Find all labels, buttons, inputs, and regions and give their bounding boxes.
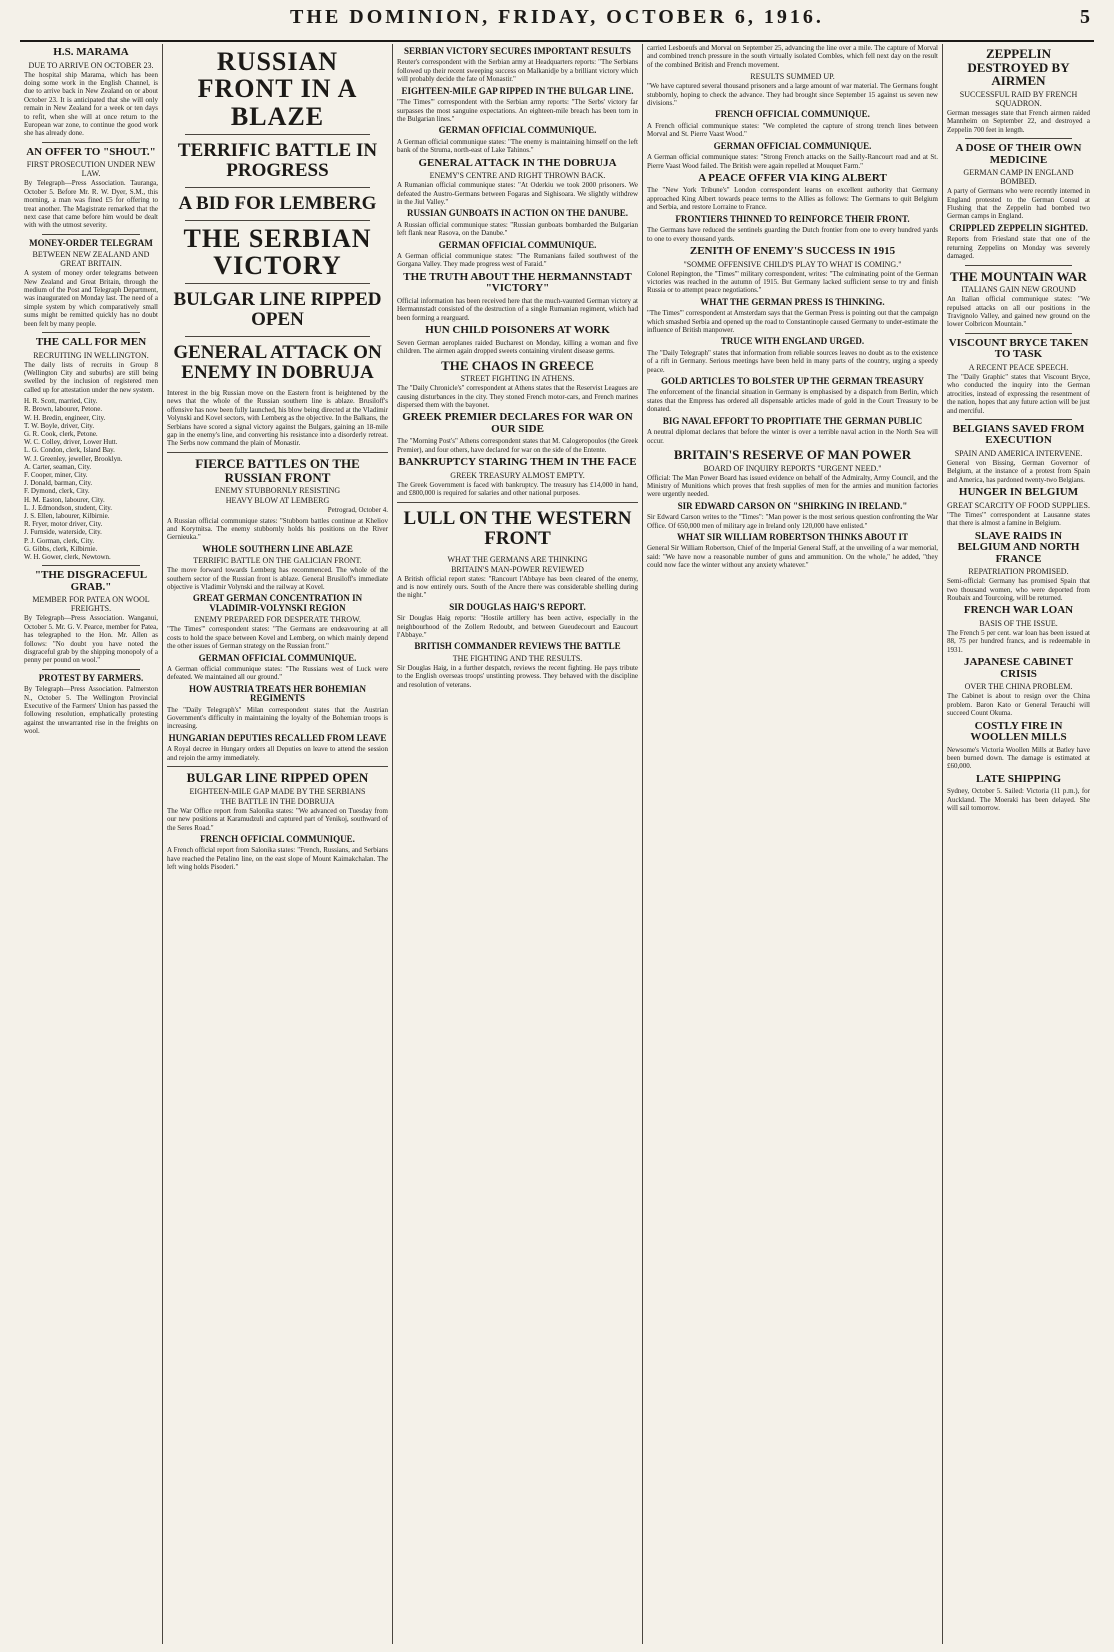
divider	[397, 502, 638, 503]
article-text: "We have captured several thousand prisoners and a large amount of war material. The Germans fought stubbornly, hoping to check the advance. They had brought since September 15 against us seven new divisions."	[647, 82, 938, 108]
subheadline: WHAT THE GERMANS ARE THINKING	[447, 554, 588, 564]
divider	[42, 142, 140, 143]
list-item: L. J. Edmondson, student, City.	[24, 503, 113, 512]
article-text: Semi-official: Germany has promised Spain that two thousand women, who were deported from Roubaix and Tourcoing, will be returned.	[947, 577, 1090, 603]
headline: BANKRUPTCY STARING THEM IN THE FACE	[398, 456, 637, 469]
masthead	[20, 0, 1094, 42]
headline: A DOSE OF THEIR OWN MEDICINE	[955, 142, 1082, 166]
headline: VISCOUNT BRYCE TAKEN TO TASK	[948, 336, 1089, 361]
list-item: H. M. Easton, labourer, City.	[24, 495, 105, 504]
headline: BELGIANS SAVED FROM EXECUTION	[952, 422, 1085, 447]
headline: WHOLE SOUTHERN LINE ABLAZE	[202, 543, 353, 554]
divider	[965, 333, 1072, 334]
headline: FRENCH WAR LOAN	[963, 604, 1074, 617]
divider	[965, 138, 1072, 139]
divider	[185, 283, 370, 284]
subheadline: GREAT SCARCITY OF FOOD SUPPLIES.	[947, 500, 1090, 510]
headline: TERRIFIC BATTLE IN PROGRESS	[177, 139, 378, 181]
article-text: Newsome's Victoria Woollen Mills at Batley have been burned down. The damage is estimated at £60,000.	[947, 745, 1090, 771]
column-2	[162, 44, 392, 1644]
headline: WHAT THE GERMAN PRESS IS THINKING.	[700, 296, 885, 307]
article-text: Sir Douglas Haig reports: "Hostile artillery has been active, especially in the neighbourhood of the Zollern Redoubt, and between Gueudecourt and Eaucourt l'Abbaye."	[397, 614, 638, 639]
article-text: A Russian official communique states: "Stubborn battles continue at Kheliov and Korytnitsa. The enemy stubbornly holds his positions on the River Gernieuka."	[167, 516, 388, 542]
article-text: An Italian official communique states: "We repulsed attacks on all our positions in the Travignolo Valley, and gained new ground on the lower Colbricon Mountain."	[947, 295, 1090, 329]
list-item: L. G. Condon, clerk, Island Bay.	[24, 446, 115, 455]
list-item: T. W. Boyle, driver, City.	[24, 421, 95, 430]
list-item: F. Dymond, clerk, City.	[24, 487, 90, 496]
headline: HUN CHILD POISONERS AT WORK	[425, 324, 610, 337]
article-text: The "Daily Telegraph's" Milan correspondent states that the Austrian Government's difficulty in maintaining the loyalty of the Bohemian troops is increasing.	[167, 705, 388, 731]
subheadline: STREET FIGHTING IN ATHENS.	[460, 374, 575, 384]
divider	[42, 332, 140, 333]
article-text: A Rumanian official communique states: "At Oderkiu we took 2000 prisoners. We defeated the Austro-Germans between Fogaras and Sighisoara. We slightly withdrew in the Jiul Valley."	[397, 181, 638, 206]
list-item: G. R. Cook, clerk, Petone.	[24, 430, 98, 439]
divider	[965, 265, 1072, 266]
subheadline: RESULTS SUMMED UP.	[750, 72, 835, 82]
article-text: Sydney, October 5. Sailed: Victoria (11 p.m.), for Auckland. The Moeraki has been delayed. She will sail tomorrow.	[947, 787, 1090, 813]
article-text: The hospital ship Marama, which has been doing some work in the English Channel, is due to arrive back in New Zealand on or about October 23. It is anticipated that she will only remain in New Zealand for a week or ten days to refit, when she will at once return to the European war zone, to continue the good work she has already done.	[24, 70, 158, 138]
headline: FIERCE BATTLES ON THE RUSSIAN FRONT	[195, 455, 360, 485]
headline: GENERAL ATTACK IN THE DOBRUJA	[418, 156, 617, 169]
columns	[20, 44, 1094, 1644]
list-item: W. H. Gower, clerk, Newtown.	[24, 553, 111, 562]
article-text: "The Times'" correspondent at Amsterdam says that the German Press is pointing out that the campaign which smashed Serbia and opened up the road to Constantinople caused Germany to under-estimate the influence of British manpower.	[647, 309, 938, 334]
headline: THE CALL FOR MEN	[35, 336, 147, 349]
article-text: A Royal decree in Hungary orders all Deputies on leave to attend the session and rejoin the army immediately.	[167, 745, 388, 762]
article-text: The Cabinet is about to resign over the China problem. Baron Kato or General Terauchi will succeed Count Okuma.	[947, 692, 1090, 718]
headline: FRENCH OFFICIAL COMMUNIQUE.	[200, 834, 355, 844]
subheadline: FIRST PROSECUTION UNDER NEW LAW.	[26, 160, 156, 179]
headline: HUNGARIAN DEPUTIES RECALLED FROM LEAVE	[168, 732, 387, 743]
subheadline: HEAVY BLOW AT LEMBERG	[225, 496, 330, 506]
headline: SIR EDWARD CARSON ON "SHIRKING IN IRELAND."	[677, 500, 908, 511]
list-item: F. Cooper, miner, City.	[24, 471, 88, 480]
article-text: The "New York Tribune's" London correspondent learns on excellent authority that Germany approached King Albert towards peace terms to the Allies as follows: The Germans to quit Belgium and Serbia, and restore Lorraine to France.	[647, 186, 938, 212]
article-text: The daily lists of recruits in Group 8 (Wellington City and suburbs) are still being swelled by the inclusion of registered men called up for attestation under the new system.	[24, 360, 158, 394]
subheadline: ENEMY'S CENTRE AND RIGHT THROWN BACK.	[429, 171, 606, 181]
headline: BRITISH COMMANDER REVIEWS THE BATTLE	[414, 641, 621, 652]
headline: BULGAR LINE RIPPED OPEN	[173, 289, 382, 331]
subheadline: SUCCESSFUL RAID BY FRENCH SQUADRON.	[959, 89, 1078, 108]
article-text: By Telegraph—Press Association. Wanganui, October 5. Mr. G. V. Pearce, member for Patea, has telegraphed to the Hon. Mr. Allen as follows: "No doubt you have noted the disgraceful grab by the shipping monopoly of a penny per pound on wool."	[24, 614, 158, 665]
article-text: Sir Douglas Haig, in a further despatch, reviews the recent fighting. He pays tribute to the English overseas troops' unstinting prowess. They behaved with the discipline and resolution of veterans.	[397, 663, 638, 689]
headline: GREEK PREMIER DECLARES FOR WAR ON OUR SIDE	[402, 411, 633, 435]
subheadline: DUE TO ARRIVE ON OCTOBER 23.	[28, 60, 154, 70]
headline: GOLD ARTICLES TO BOLSTER UP THE GERMAN TREASURY	[660, 376, 925, 387]
headline: SIR DOUGLAS HAIG'S REPORT.	[449, 601, 586, 612]
subheadline: REPATRIATION PROMISED.	[968, 567, 1069, 577]
article-text: Colonel Repington, the "Times'" military correspondent, writes: "The culminating point of the German victories was reached in the autumn of 1915. But Germany lacked sufficient sense to try and finish Russia or to attempt peace negotiations."	[647, 269, 938, 295]
headline: JAPANESE CABINET CRISIS	[964, 656, 1073, 680]
divider	[167, 452, 388, 453]
subheadline: BRITAIN'S MAN-POWER REVIEWED	[451, 564, 584, 574]
divider	[42, 669, 140, 670]
headline: GERMAN OFFICIAL COMMUNIQUE.	[438, 239, 597, 250]
subheadline: SPAIN AND AMERICA INTERVENE.	[954, 449, 1083, 458]
article-text: The "Daily Telegraph" states that information from reliable sources leaves no doubt as to the existence of a rift in Germany. Serious meetings have been held in many parts of the country, urging a speedy peace.	[647, 348, 938, 374]
headline: RUSSIAN GUNBOATS IN ACTION ON THE DANUBE.	[407, 208, 628, 219]
list-item: H. R. Scott, married, City.	[24, 397, 98, 406]
article-text: A British official report states: "Rancourt l'Abbaye has been cleared of the enemy, and is now entirely ours. South of the Ancre there was considerable shelling during the night."	[397, 574, 638, 600]
article-text: The French 5 per cent. war loan has been issued at 88, 75 per hundred francs, and is redeemable in 1931.	[947, 628, 1090, 654]
column-5	[942, 44, 1094, 1644]
list-item: W. C. Colley, driver, Lower Hutt.	[24, 438, 118, 447]
divider	[185, 336, 370, 337]
article-text: A system of money order telegrams between New Zealand and Great Britain, through the medium of the Post and Telegraph Department, was inaugurated on Monday last. The need of a simple system by which comparatively small sums might be remitted quickly has no doubt been felt by many people.	[24, 269, 158, 328]
divider	[185, 134, 370, 135]
article-text: Seven German aeroplanes raided Bucharest on Monday, killing a woman and five children. The airmen again dropped sweets containing virulent disease germs.	[397, 338, 638, 356]
divider	[42, 565, 140, 566]
headline: PROTEST BY FARMERS.	[38, 672, 144, 683]
column-4	[642, 44, 942, 1644]
headline: ZEPPELIN DESTROYED BY AIRMEN	[967, 46, 1070, 89]
list-item: J. S. Ellen, labourer, Kilbirnie.	[24, 512, 110, 521]
dateline: Petrograd, October 4.	[327, 506, 388, 515]
article-text: Reuter's correspondent with the Serbian army at Headquarters reports: "The Serbians followed up their recent sweeping success on Malkanidje by a brilliant victory which will probably decide the fate of Monastir."	[397, 58, 638, 84]
headline: BRITAIN'S RESERVE OF MAN POWER	[673, 446, 912, 462]
headline: GREAT GERMAN CONCENTRATION IN VLADIMIR-VOLYNSKI REGION	[192, 593, 363, 613]
subheadline: EIGHTEEN-MILE GAP MADE BY THE SERBIANS	[189, 786, 366, 796]
article-text: General Sir William Robertson, Chief of the Imperial General Staff, at the unveiling of a war memorial, said: "We have now a reasonable number of guns and ammunition. On the whole," he added, "they could now face the winter without any anxiety whatever."	[647, 544, 938, 570]
subheadline: MEMBER FOR PATEA ON WOOL FREIGHTS.	[32, 595, 150, 614]
article-text: Sir Edward Carson writes to the "Times": "Man power is the most serious question confronting the War Office. Of 650,000 men of military age in Ireland only 120,000 have enlisted."	[647, 513, 938, 530]
headline: GERMAN OFFICIAL COMMUNIQUE.	[713, 140, 872, 151]
article-text: The enforcement of the financial situation in Germany is emphasised by a dispatch from Berlin, which states that the Empress has ordered all dispensable articles made of gold in the Court Treasury to be donated.	[647, 388, 938, 414]
divider	[965, 419, 1072, 420]
headline: A PEACE OFFER VIA KING ALBERT	[698, 171, 887, 184]
divider	[185, 220, 370, 221]
headline: HUNGER IN BELGIUM	[958, 486, 1079, 499]
headline: GENERAL ATTACK ON ENEMY IN DOBRUJA	[173, 342, 382, 384]
article-text: By Telegraph—Press Association. Tauranga, October 5. Before Mr. R. W. Dyer, S.M., this morning, a man was fined £5 for offering to treat another. The Magistrate remarked that the next case that came before him would be dealt with with the utmost severity.	[24, 179, 158, 230]
headline: AN OFFER TO "SHOUT."	[26, 145, 156, 158]
article-text: A Russian official communique states: "Russian gunboats bombarded the Bulgarian left flank near Rasova, on the Danube."	[397, 220, 638, 238]
subheadline: THE BATTLE IN THE DOBRUJA	[220, 796, 335, 806]
column-3	[392, 44, 642, 1644]
article-text: "The Times'" correspondent at Lausanne states that there is almost a famine in Belgium.	[947, 510, 1090, 528]
article-text: A German official communique states: "The enemy is maintaining himself on the left bank of the Struma, north-east of Lake Tahinos."	[397, 137, 638, 155]
headline: LATE SHIPPING	[975, 772, 1062, 785]
recruit-list	[24, 397, 158, 561]
main-headline: RUSSIAN FRONT IN A BLAZE	[197, 47, 358, 131]
subheadline: THE FIGHTING AND THE RESULTS.	[452, 653, 583, 663]
list-item: P. J. Gorman, clerk, City.	[24, 536, 95, 545]
list-item: A. Carter, seaman, City.	[24, 462, 92, 471]
list-item: R. Fryer, motor driver, City.	[24, 520, 103, 529]
headline: FRENCH OFFICIAL COMMUNIQUE.	[715, 109, 870, 120]
headline: HOW AUSTRIA TREATS HER BOHEMIAN REGIMENTS	[188, 683, 367, 704]
subheadline: ENEMY STUBBORNLY RESISTING	[214, 486, 341, 496]
headline: GERMAN OFFICIAL COMMUNIQUE.	[198, 652, 357, 663]
subheadline: TERRIFIC BATTLE ON THE GALICIAN FRONT.	[193, 556, 362, 566]
article-text: The move forward towards Lemberg has recommenced. The whole of the southern sector of the Russian front is ablaze. General Brusiloff's immediate objective is Vladimir Volynski and the railway at Kovel.	[167, 566, 388, 592]
headline: WHAT SIR WILLIAM ROBERTSON THINKS ABOUT IT	[677, 532, 908, 543]
headline: CRIPPLED ZEPPELIN SIGHTED.	[949, 222, 1088, 233]
article-text: The Germans have reduced the sentinels guarding the Dutch frontier from one to every hundred yards to one to every thousand yards.	[647, 226, 938, 243]
newspaper-title: THE DOMINION, FRIDAY, OCTOBER 6, 1916.	[290, 6, 824, 28]
article-text: Official: The Man Power Board has issued evidence on behalf of the Admiralty, Army Council, and the Ministry of Munitions which proves that fresh supplies of men for the armies and munition factories were urgently needed.	[647, 473, 938, 499]
headline: MONEY-ORDER TELEGRAM	[29, 237, 153, 248]
headline: EIGHTEEN-MILE GAP RIPPED IN THE BULGAR LINE.	[401, 85, 634, 96]
article-text: The "Daily Graphic" states that Viscount Bryce, who conducted the inquiry into the German atrocities, instead of expressing the resentment of the nation, hopes that any future action will be just and merciful.	[947, 372, 1090, 415]
list-item: R. Brown, labourer, Petone.	[24, 405, 103, 414]
subheadline: ENEMY PREPARED FOR DESPERATE THROW.	[194, 615, 361, 625]
article-text: The War Office report from Salonika states: "We advanced on Tuesday from our new positions at Karamudzuli and captured part of Yenikoj, southward of the Seres Road."	[167, 806, 388, 832]
headline: SERBIAN VICTORY SECURES IMPORTANT RESULTS	[403, 46, 632, 56]
headline: BULGAR LINE RIPPED OPEN	[186, 770, 369, 786]
subheadline: "SOMME OFFENSIVE CHILD'S PLAY TO WHAT IS COMING."	[683, 259, 902, 269]
headline: TRUCE WITH ENGLAND URGED.	[720, 336, 865, 347]
article-text: By Telegraph—Press Association. Palmerston N., October 5. The Wellington Provincial Executive of the Farmers' Union has passed the following resolution, emphatically protesting against the unwarranted rise in the freights on wool.	[24, 685, 158, 736]
subheadline: OVER THE CHINA PROBLEM.	[964, 682, 1073, 692]
article-text: Reports from Friesland state that one of the returning Zeppelins on Monday was severely damaged.	[947, 235, 1090, 261]
subheadline: ITALIANS GAIN NEW GROUND	[961, 285, 1076, 295]
article-text: Official information has been received here that the much-vaunted German victory at Hermannstadt consisted of the destruction of a single Rumanian regiment, which had been forming a rearguard.	[397, 296, 638, 322]
headline: THE TRUTH ABOUT THE HERMANNSTADT "VICTORY"	[403, 270, 632, 295]
headline: FRONTIERS THINNED TO REINFORCE THEIR FRONT.	[675, 213, 910, 224]
article-text: carried Lesboeufs and Morval on September 25, advancing the line over a mile. The capture of Morval and combined trench pressure in the south virtually isolated Combles, which fell next day on the result of the combined British and French movement.	[647, 44, 938, 69]
headline: SLAVE RAIDS IN BELGIUM AND NORTH FRANCE	[957, 529, 1080, 565]
article-text: The "Daily Chronicle's" correspondent at Athens states that the Reservist Leagues are causing disturbances in the city. They stoned French motor-cars, and French marines dispersed them with the bayonet.	[397, 384, 638, 409]
article-text: A French official communique states: "We completed the capture of strong trench lines between Morval and St. Pierre Vaast Wood."	[647, 121, 938, 139]
headline: H.S. MARAMA	[53, 46, 129, 58]
headline: THE SERBIAN VICTORY	[183, 223, 372, 280]
article-text: A German official communique states: "The Russians west of Luck were defeated. We maintained all our ground."	[167, 664, 388, 682]
headline: BIG NAVAL EFFORT TO PROPITIATE THE GERMAN PUBLIC	[662, 415, 923, 426]
article-text: General von Bissing, German Governor of Belgium, at the instance of a protest from Spain and America, has pardoned twenty-two Belgians.	[947, 459, 1090, 484]
divider	[185, 187, 370, 188]
divider	[167, 766, 388, 767]
article-text: "The Times'" correspondent states: "The Germans are endeavouring at all costs to hold the space between Kovel and Lemberg, on which mainly depend the other issues of German strategy on the Russian front."	[167, 625, 388, 651]
article-text: A French official report from Salonika states: "French, Russians, and Serbians have reached the Petalino line, on the east slope of Mount Kaimakchalan. The left wing holds Pisoderi."	[167, 846, 388, 872]
article-text: Interest in the big Russian move on the Eastern front is heightened by the news that the whole of the Russian southern line is ablaze. Brusiloff's offensive has now been fully launched, his blow being directed at the Vladimir Volynski and Kovel sectors, with Lemberg as the objective. In the Balkans, the Serbians have scored a signal victory against the Bulgars, gaining an 18-mile gap in the enemy's line, and converting his resistance into a disorderly retreat. The Serbs now command the plain of Monastir.	[167, 389, 388, 448]
list-item: G. Gibbs, clerk, Kilbirnie.	[24, 544, 98, 553]
headline: "THE DISGRACEFUL GRAB."	[34, 569, 148, 593]
headline: ZENITH OF ENEMY'S SUCCESS IN 1915	[689, 244, 896, 257]
list-item: W. J. Greenley, jeweller, Brooklyn.	[24, 454, 123, 463]
subheadline: A RECENT PEACE SPEECH.	[968, 362, 1069, 372]
article-text: A party of Germans who were recently interned in England protested to the German Consul at Flushing that the Zeppelin had bombed two German camps in England.	[947, 187, 1090, 221]
headline: A BID FOR LEMBERG	[178, 192, 377, 214]
headline: GERMAN OFFICIAL COMMUNIQUE.	[438, 125, 597, 136]
headline: LULL ON THE WESTERN FRONT	[403, 507, 632, 549]
article-text: The "Morning Post's" Athens correspondent states that M. Calogeropoulos (the Greek Premier), and four others, have declared for war on the side of the Entente.	[397, 437, 638, 454]
subheadline: RECRUITING IN WELLINGTON.	[33, 350, 149, 360]
subheadline: GERMAN CAMP IN ENGLAND BOMBED.	[963, 168, 1074, 187]
subheadline: GREEK TREASURY ALMOST EMPTY.	[450, 470, 585, 480]
headline: COSTLY FIRE IN WOOLLEN MILLS	[970, 719, 1067, 744]
article-text: German messages state that French airmen raided Mannheim on September 22, and destroyed a Zeppelin 700 feet in length.	[947, 108, 1090, 134]
headline: THE CHAOS IN GREECE	[441, 357, 594, 373]
divider	[42, 234, 140, 235]
article-text: A neutral diplomat declares that before the winter is over a terrible naval action in the North Sea will occur.	[647, 428, 938, 445]
headline: THE MOUNTAIN WAR	[950, 268, 1087, 284]
article-text: "The Times'" correspondent with the Serbian army reports: "The Serbs' victory far surpasses the most sanguine expectations. An eighteen-mile breach has been torn in the Bulgarian lines."	[397, 98, 638, 123]
list-item: J. Donald, barman, City.	[24, 479, 93, 488]
list-item: W. H. Bredin, engineer, City.	[24, 413, 106, 422]
list-item: J. Furnside, waterside, City.	[24, 528, 102, 537]
article-text: A German official communique states: "Strong French attacks on the Sailly-Rancourt road and at St. Pierre Vaast Wood failed. The British were again repelled at Mouquet Farm."	[647, 153, 938, 170]
page-number: 5	[1080, 6, 1090, 28]
article-text: The Greek Government is faced with bankruptcy. The treasury has £14,000 in hand, and £800,000 is required for salaries and other national purposes.	[397, 480, 638, 498]
article-text: A German official communique states: "The Rumanians failed southwest of the Gorgana Valley. They made progress west of Faraid."	[397, 252, 638, 269]
subheadline: BETWEEN NEW ZEALAND AND GREAT BRITAIN.	[32, 250, 150, 269]
column-1	[20, 44, 162, 1644]
subheadline: BOARD OF INQUIRY REPORTS "URGENT NEED."	[703, 463, 882, 473]
subheadline: BASIS OF THE ISSUE.	[979, 618, 1058, 628]
